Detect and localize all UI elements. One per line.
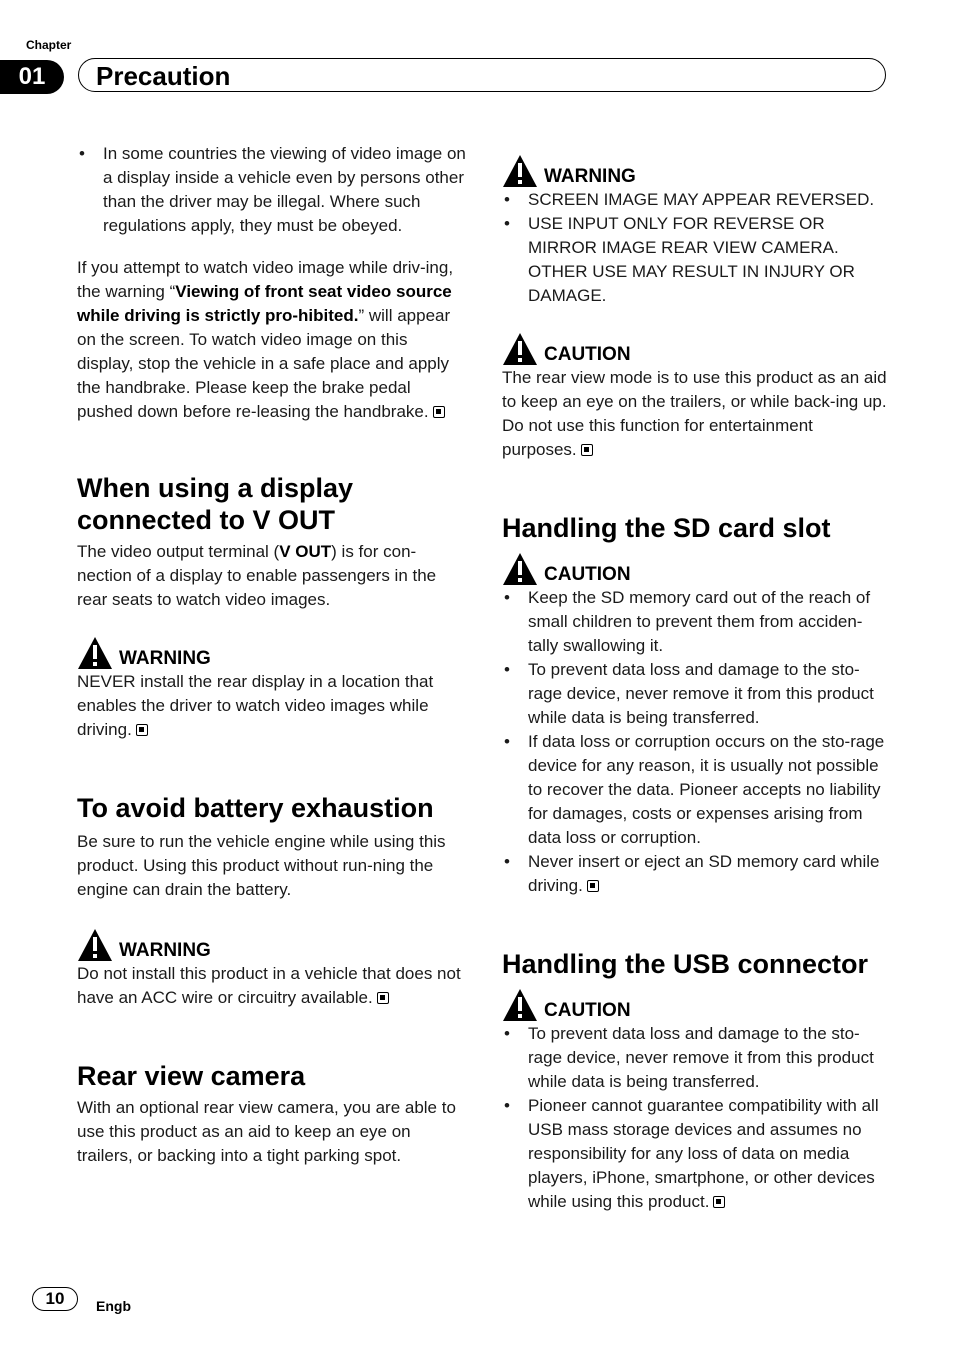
chapter-number: 01 [0, 60, 64, 94]
warning-icon [77, 928, 113, 962]
section-title-sd: Handling the SD card slot [502, 513, 831, 543]
end-mark-icon [713, 1196, 725, 1208]
caution-label: CAUTION [544, 344, 631, 365]
list-item: • To prevent data loss and damage to the sto-rage device, never remove it from this product while data is being transferred. [502, 658, 892, 730]
end-mark-icon [587, 880, 599, 892]
vout-warning-text: NEVER install the rear display in a location that enables the driver to watch video images while driving. [77, 672, 434, 739]
warning-label: WARNING [119, 648, 211, 669]
usb-caution-list [502, 1022, 892, 1214]
section-title-rear-camera: Rear view camera [77, 1061, 306, 1091]
section-title-usb: Handling the USB connector [502, 949, 869, 979]
list-item: • USE INPUT ONLY FOR REVERSE OR MIRROR IMAGE REAR VIEW CAMERA. OTHER USE MAY RESULT IN INJURY OR DAMAGE. [502, 212, 892, 308]
battery-warning-heading [77, 924, 467, 962]
list-item: • Never insert or eject an SD memory card while driving. [502, 850, 892, 898]
warning-icon [77, 636, 113, 670]
rear-camera-paragraph: With an optional rear view camera, you are able to use this product as an aid to keep an eye on trailers, or backing into a tight parking spot. [77, 1098, 456, 1165]
usb-caution-heading [502, 984, 892, 1022]
list-item: • To prevent data loss and damage to the sto-rage device, never remove it from this product while data is being transferred. [502, 1022, 892, 1094]
rear-camera-caution-heading [502, 328, 892, 366]
warning-icon [502, 154, 538, 188]
end-mark-icon [136, 724, 148, 736]
end-mark-icon [581, 444, 593, 456]
list-item: • If data loss or corruption occurs on the sto-rage device for any reason, it is usually not possible to recover the data. Pioneer accepts no liability for damages, costs or expenses arising from data loss or corruption. [502, 730, 892, 850]
end-mark-icon [377, 992, 389, 1004]
vout-warning-heading [77, 632, 467, 670]
chapter-label: Chapter [26, 38, 72, 52]
section-title-vout: When using a display connected to V OUT [77, 473, 354, 535]
warning-label: WARNING [119, 940, 211, 961]
list-item: • SCREEN IMAGE MAY APPEAR REVERSED. [502, 188, 892, 212]
driving-warning-paragraph: If you attempt to watch video image while driv-ing, the warning “Viewing of front seat video source while driving is strictly pro-hibited.” will appear on the screen. To watch video image on this display, stop the vehicle in a safe place and apply the handbrake. Please keep the brake pedal pushed down before re-leasing the handbrake. [77, 258, 454, 421]
caution-label: CAUTION [544, 564, 631, 585]
page-language: Engb [96, 1298, 131, 1314]
rear-camera-caution-text: The rear view mode is to use this product as an aid to keep an eye on the trailers, or while back-ing up. Do not use this function for entertainment purposes. [502, 368, 887, 459]
page-number: 10 [32, 1287, 78, 1311]
warning-message-bold: Viewing of front seat video source while driving is strictly pro-hibited. [77, 282, 452, 325]
list-item: • Keep the SD memory card out of the reach of small children to prevent them from acciden-tally swallowing it. [502, 586, 892, 658]
left-column [77, 142, 467, 1168]
caution-icon [502, 552, 538, 586]
rear-camera-warning-list [502, 188, 892, 308]
intro-bullet-list [77, 142, 467, 238]
end-mark-icon [433, 406, 445, 418]
list-item: • Pioneer cannot guarantee compatibility with all USB mass storage devices and assumes no responsibility for any loss of data on media players, iPhone, smartphone, or other devices while using this product. [502, 1094, 892, 1214]
right-column [502, 150, 892, 1214]
vout-paragraph: The video output terminal (V OUT) is for con-nection of a display to enable passengers in the rear seats to watch video images. [77, 542, 437, 609]
list-item: • In some countries the viewing of video image on a display inside a vehicle even by persons other than the driver may be illegal. Where such regulations apply, they must be obeyed. [77, 142, 467, 238]
section-title-battery: To avoid battery exhaustion [77, 793, 434, 823]
caution-label: CAUTION [544, 1000, 631, 1021]
battery-warning-text: Do not install this product in a vehicle that does not have an ACC wire or circuitry available. [77, 964, 461, 1007]
chapter-title: Precaution [96, 61, 231, 91]
caution-icon [502, 988, 538, 1022]
battery-paragraph: Be sure to run the vehicle engine while using this product. Using this product without run-ning the engine can drain the battery. [77, 832, 446, 899]
sd-caution-list [502, 586, 892, 898]
caution-icon [502, 332, 538, 366]
sd-caution-heading [502, 548, 892, 586]
warning-label: WARNING [544, 166, 636, 187]
rear-camera-warning-heading [502, 150, 892, 188]
